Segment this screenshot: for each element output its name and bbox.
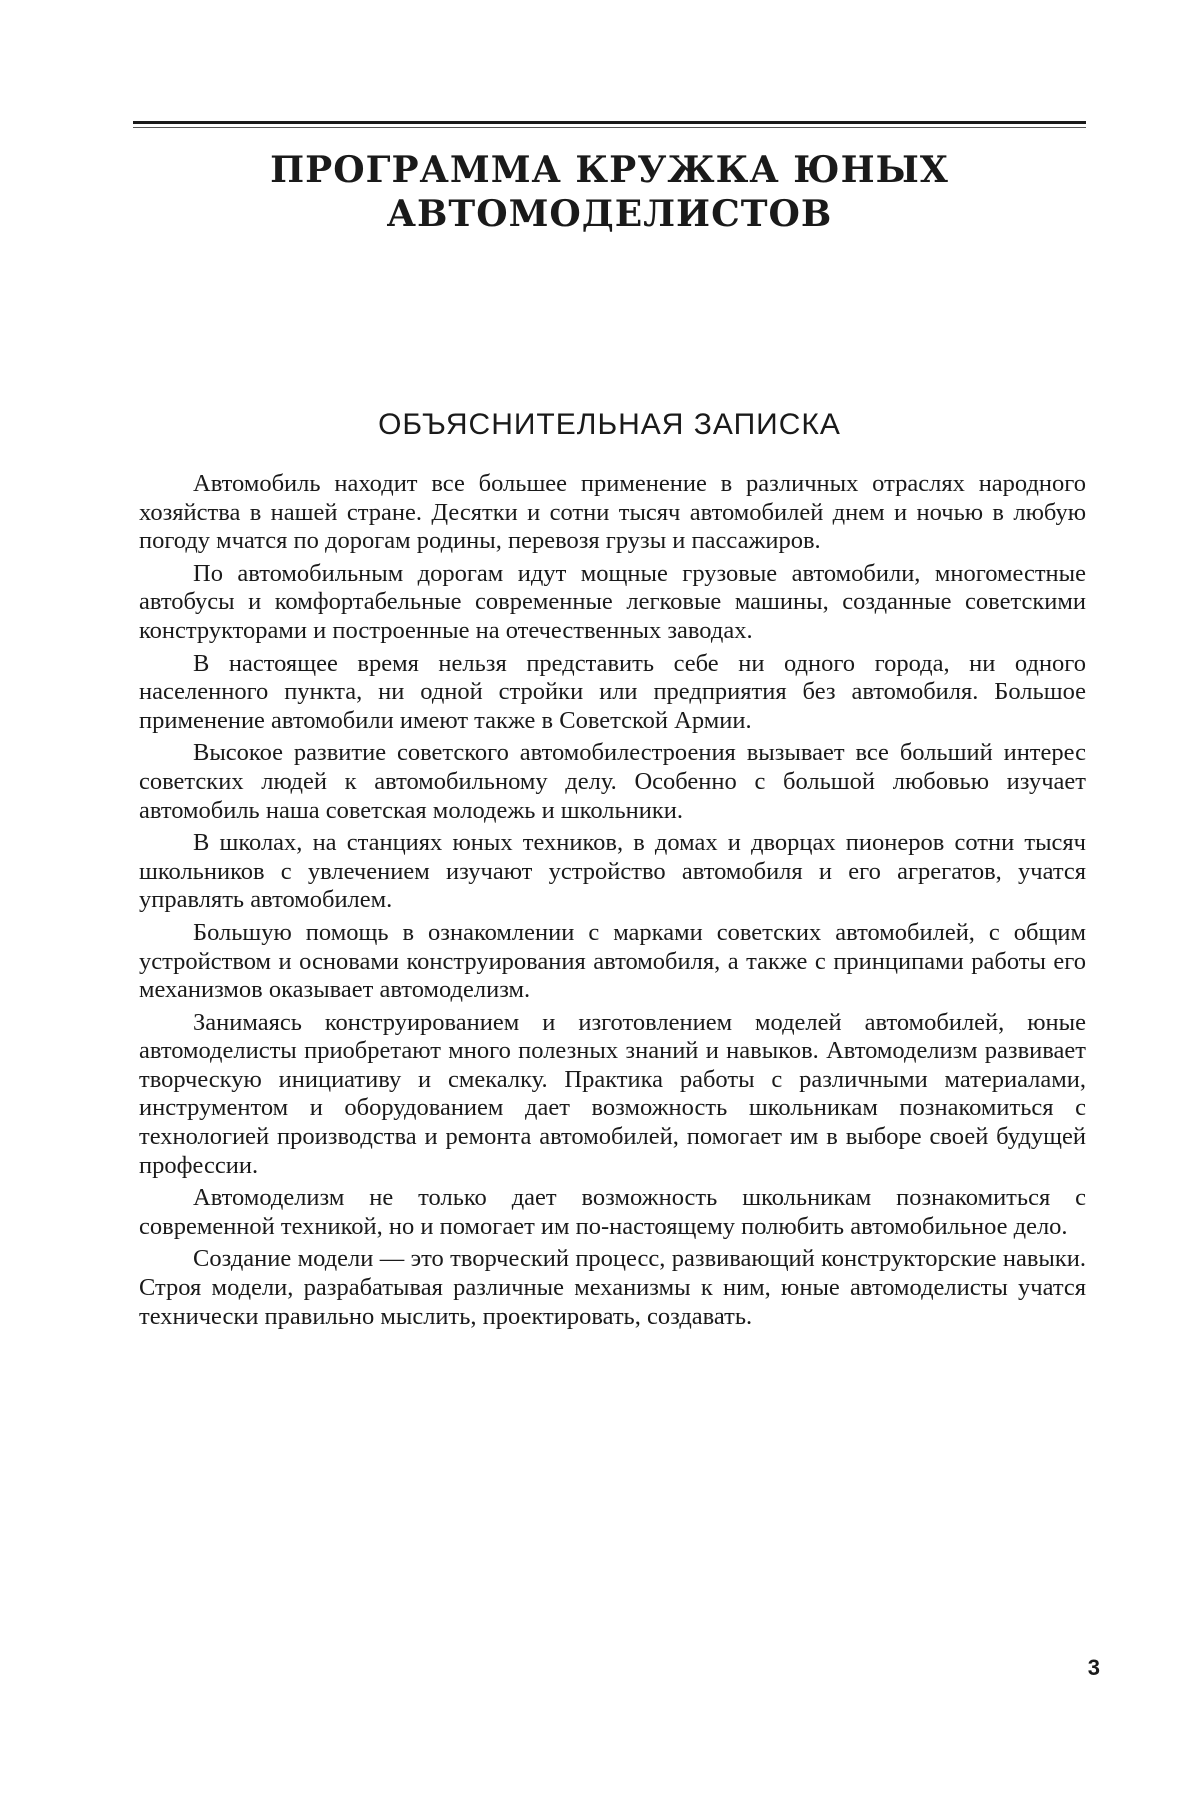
- paragraph: Автомоделизм не только дает возможность школьникам познакомиться с современной техникой, но и помогает им по-настоящему полюбить автомобильное дело.: [139, 1184, 1086, 1240]
- header-rule-thin: [133, 127, 1086, 128]
- header-rule: [133, 121, 1086, 124]
- paragraph: Автомобиль находит все большее применение в различных отраслях народного хозяйства в нашей стране. Десятки и сотни тысяч автомобилей днем и ночью в любую погоду мчатся по дорогам родины, перевозя грузы и пассажиров.: [139, 470, 1086, 555]
- paragraph: По автомобильным дорогам идут мощные грузовые автомобили, многоместные автобусы и комфортабельные современные легковые машины, созданные советскими конструкторами и построенные на отечественных заводах.: [139, 559, 1086, 644]
- page-title-line-2: АВТОМОДЕЛИСТОВ: [386, 193, 833, 235]
- paragraph: Занимаясь конструированием и изготовлением моделей автомобилей, юные автомоделисты приобретают много полезных знаний и навыков. Автомоделизм развивает творческую инициативу и смекалку. Практика работы с различными материалами, инструментом и оборудованием дает возможность школьникам познакомиться с технологией производства и ремонта автомобилей, помогает им в выборе своей будущей профессии.: [139, 1008, 1086, 1179]
- paragraph: Создание модели — это творческий процесс, развивающий конструкторские навыки. Строя модели, разрабатывая различные механизмы к ним, юные автомоделисты учатся технически правильно мыслить, проектировать, создавать.: [139, 1245, 1086, 1330]
- page-title-line-1: ПРОГРАММА КРУЖКА ЮНЫХ: [270, 149, 949, 191]
- section-title: ОБЪЯСНИТЕЛЬНАЯ ЗАПИСКА: [378, 408, 841, 441]
- paragraph: Высокое развитие советского автомобилестроения вызывает все больший интерес советских людей к автомобильному делу. Особенно с большой любовью изучает автомобиль наша советская молодежь и школьники.: [139, 739, 1086, 824]
- body-text: [139, 470, 1086, 1335]
- paragraph: Большую помощь в ознакомлении с марками советских автомобилей, с общим устройством и основами конструирования автомобиля, а также с принципами работы его механизмов оказывает автомоделизм.: [139, 918, 1086, 1004]
- page-title: [133, 148, 1086, 236]
- page-number: 3: [1087, 1655, 1100, 1680]
- paragraph: В школах, на станциях юных техников, в домах и дворцах пионеров сотни тысяч школьников с увлечением изучают устройство автомобиля и его агрегатов, учатся управлять автомобилем.: [139, 829, 1086, 914]
- paragraph: В настоящее время нельзя представить себе ни одного города, ни одного населенного пункта, ни одной стройки или предприятия без автомобиля. Большое применение автомобили имеют также в Советской Армии.: [139, 649, 1086, 734]
